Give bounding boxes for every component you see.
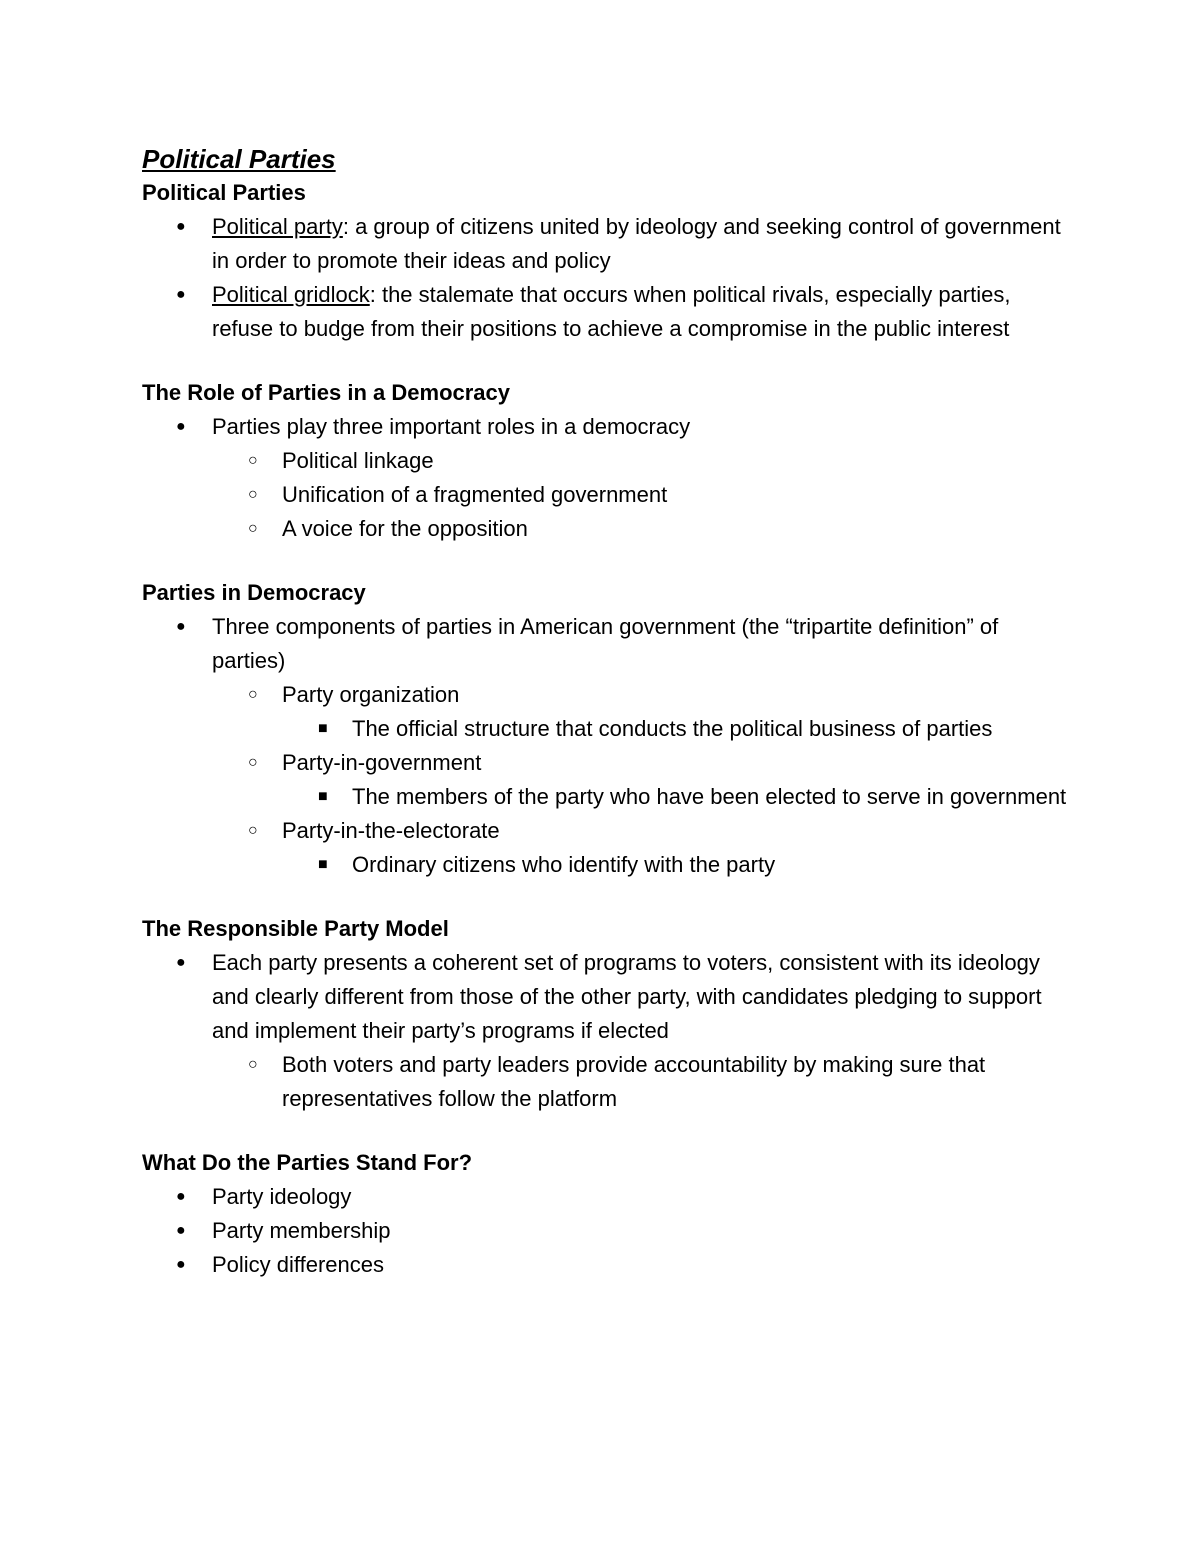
list-item-text: Each party presents a coherent set of programs to voters, consistent with its ideology and clearly different from those of the other party, with candidates pledging to support and implement their party’s programs if elected [212, 950, 1042, 1043]
list-item-text: Party organization [282, 682, 460, 707]
list-item [142, 1248, 1072, 1282]
document-title: Political Parties [142, 144, 336, 174]
term-political-gridlock: Political gridlock [212, 282, 370, 307]
list-item [142, 1214, 1072, 1248]
section-responsible-party-model [142, 912, 1072, 1116]
bullet-list [142, 610, 1072, 882]
section-role-of-parties [142, 376, 1072, 546]
sub-sub-list-item [142, 712, 1072, 746]
square-bullet-icon: ■ [318, 720, 328, 737]
bullet-icon: ● [176, 618, 186, 635]
bullet-icon: ● [176, 954, 186, 971]
list-item-text: A voice for the opposition [282, 516, 528, 541]
list-item-text: Three components of parties in American government (the “tripartite definition” of parties) [212, 614, 999, 673]
list-item [142, 946, 1072, 1048]
list-item-text: Ordinary citizens who identify with the party [352, 852, 776, 877]
circle-bullet-icon: ○ [248, 520, 258, 537]
bullet-icon: ● [176, 1222, 186, 1239]
section-parties-in-democracy [142, 576, 1072, 882]
bullet-list [142, 1180, 1072, 1282]
bullet-icon: ● [176, 218, 186, 235]
list-item-text: Policy differences [212, 1252, 385, 1277]
list-item-text: The members of the party who have been elected to serve in government [352, 784, 1067, 809]
bullet-list [142, 210, 1072, 346]
bullet-icon: ● [176, 418, 186, 435]
circle-bullet-icon: ○ [248, 452, 258, 469]
sub-list-item [142, 678, 1072, 712]
section-heading: Political Parties [142, 180, 306, 205]
list-item [142, 1180, 1072, 1214]
list-item-text: Unification of a fragmented government [282, 482, 668, 507]
list-item [142, 410, 1072, 444]
circle-bullet-icon: ○ [248, 754, 258, 771]
section-heading: The Responsible Party Model [142, 916, 449, 941]
list-item-text: Both voters and party leaders provide accountability by making sure that representatives follow the platform [282, 1052, 986, 1111]
list-item-text: Party membership [212, 1218, 391, 1243]
sub-list-item [142, 814, 1072, 848]
section-heading: The Role of Parties in a Democracy [142, 380, 511, 405]
sub-list-item [142, 1048, 1072, 1116]
definition-text: : the stalemate that occurs when political rivals, especially parties, refuse to budge from their positions to achieve a compromise in the public interest [212, 282, 1011, 341]
bullet-list [142, 946, 1072, 1116]
square-bullet-icon: ■ [318, 788, 328, 805]
sub-list-item [142, 512, 1072, 546]
circle-bullet-icon: ○ [248, 1056, 258, 1073]
bullet-icon: ● [176, 286, 186, 303]
circle-bullet-icon: ○ [248, 486, 258, 503]
definition-text: : a group of citizens united by ideology and seeking control of government in order to promote their ideas and policy [212, 214, 1061, 273]
bullet-icon: ● [176, 1256, 186, 1273]
section-heading: Parties in Democracy [142, 580, 366, 605]
list-item [142, 278, 1072, 346]
sub-sub-list-item [142, 848, 1072, 882]
sub-list-item [142, 478, 1072, 512]
square-bullet-icon: ■ [318, 856, 328, 873]
bullet-list [142, 410, 1072, 546]
section-political-parties [142, 176, 1072, 346]
list-item-text: Parties play three important roles in a democracy [212, 414, 691, 439]
circle-bullet-icon: ○ [248, 822, 258, 839]
list-item [142, 610, 1072, 678]
list-item-text: Party-in-government [282, 750, 482, 775]
list-item-text: Political linkage [282, 448, 434, 473]
list-item-text: Party-in-the-electorate [282, 818, 500, 843]
circle-bullet-icon: ○ [248, 686, 258, 703]
section-what-parties-stand-for [142, 1146, 1072, 1282]
list-item-text: The official structure that conducts the political business of parties [352, 716, 993, 741]
sub-list-item [142, 746, 1072, 780]
bullet-icon: ● [176, 1188, 186, 1205]
sub-list-item [142, 444, 1072, 478]
list-item-text: Party ideology [212, 1184, 352, 1209]
section-heading: What Do the Parties Stand For? [142, 1150, 473, 1175]
sub-sub-list-item [142, 780, 1072, 814]
list-item [142, 210, 1072, 278]
term-political-party: Political party [212, 214, 343, 239]
document-page [142, 142, 1072, 1312]
